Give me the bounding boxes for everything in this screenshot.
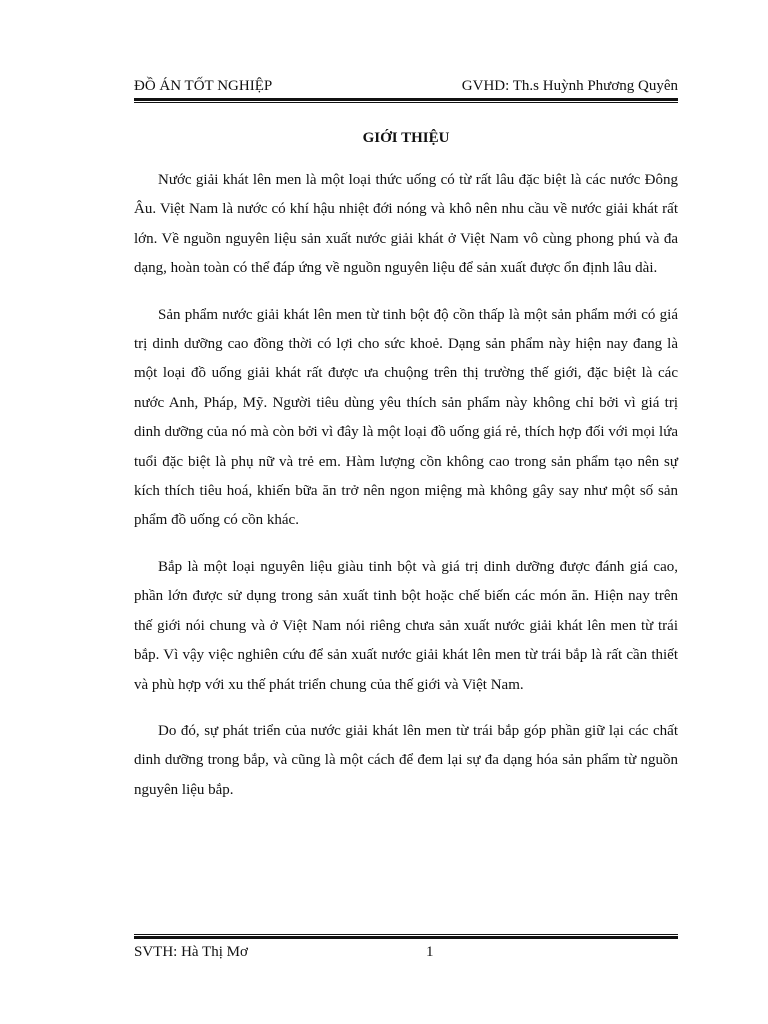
paragraph-2: Sản phẩm nước giải khát lên men từ tinh bột độ cồn thấp là một sản phẩm mới có giá trị dinh dưỡng cao đồng thời có lợi cho sức khoẻ. Dạng sản phẩm này hiện nay đang là một loại đồ uống giải khát rất được ưa chuộng trên thị trường thế giới, đặc biệt là các nước Anh, Pháp, Mỹ. Người tiêu dùng yêu thích sản phẩm này không chỉ bởi vì giá trị dinh dưỡng của nó mà còn bởi vì đây là một loại đồ uống giá rẻ, thích hợp đối với mọi lứa tuổi đặc biệt là phụ nữ và trẻ em. Hàm lượng cồn không cao trong sản phẩm tạo nên sự kích thích tiêu hoá, khiến bữa ăn trở nên ngon miệng mà không gây say như một số sản phẩm đồ uống có cồn khác. — [134, 306, 678, 529]
header-divider — [134, 98, 678, 103]
page-footer — [134, 942, 678, 962]
header-project-title: ĐỒ ÁN TỐT NGHIỆP — [134, 78, 273, 94]
section-title: GIỚI THIỆU — [362, 130, 450, 146]
paragraph-4: Do đó, sự phát triển của nước giải khát lên men từ trái bắp góp phần giữ lại các chất dinh dưỡng trong bắp, và cũng là một cách để đem lại sự đa dạng hóa sản phẩm từ nguồn nguyên liệu bắp. — [134, 722, 678, 798]
footer-divider — [134, 934, 678, 939]
header-advisor: GVHD: Th.s Huỳnh Phương Quyên — [461, 78, 678, 94]
page-number: 1 — [426, 944, 434, 960]
paragraph-3: Bắp là một loại nguyên liệu giàu tinh bột và giá trị dinh dưỡng được đánh giá cao, phần lớn được sử dụng trong sản xuất tinh bột hoặc chế biến các món ăn. Hiện nay trên thế giới nói chung và ở Việt Nam nói riêng chưa sản xuất nước giải khát lên men từ trái bắp. Vì vậy việc nghiên cứu để sản xuất nước giải khát lên men từ trái bắp là rất cần thiết và phù hợp với xu thế phát triển chung của thế giới và Việt Nam. — [134, 558, 678, 693]
page-header — [134, 74, 678, 96]
body-text — [134, 166, 678, 805]
footer-author: SVTH: Hà Thị Mơ — [134, 944, 248, 960]
paragraph-1: Nước giải khát lên men là một loại thức uống có từ rất lâu đặc biệt là các nước Đông Âu. Việt Nam là nước có khí hậu nhiệt đới nóng và khô nên nhu cầu về nước giải khát rất lớn. Về nguồn nguyên liệu sản xuất nước giải khát ở Việt Nam vô cùng phong phú và đa dạng, hoàn toàn có thể đáp ứng về nguồn nguyên liệu để sản xuất được ổn định lâu dài. — [134, 172, 678, 277]
